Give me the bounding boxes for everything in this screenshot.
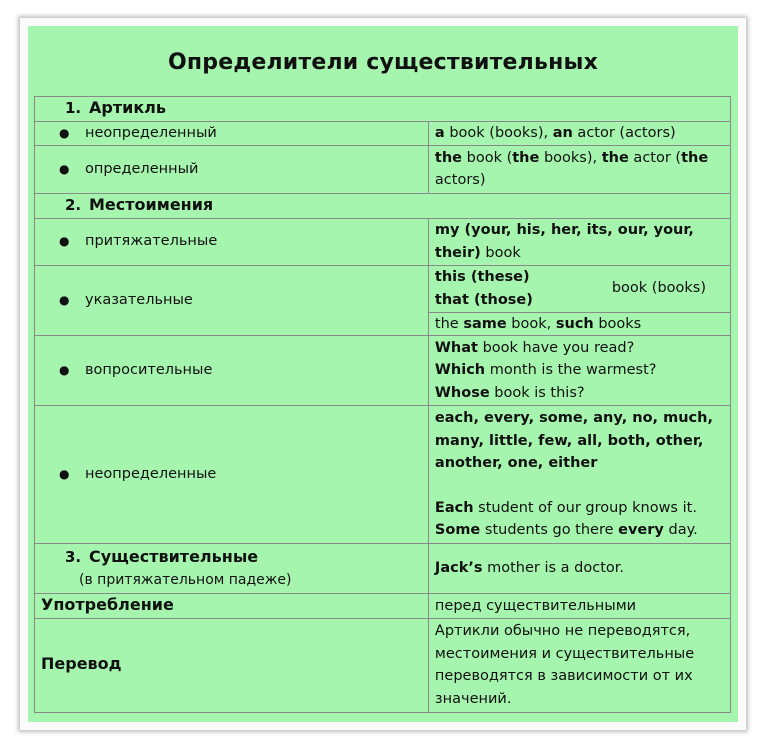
row-value: a book (books), an actor (actors) bbox=[428, 121, 730, 145]
table-row bbox=[35, 145, 731, 193]
row-label: вопросительные bbox=[85, 362, 213, 379]
translation-label: Перевод bbox=[41, 654, 122, 674]
row-label: указательные bbox=[85, 292, 193, 308]
section-title: Существительные bbox=[89, 546, 259, 566]
table-row bbox=[35, 121, 731, 145]
bullet-icon: ● bbox=[59, 363, 70, 378]
row-label: неопределенный bbox=[85, 124, 217, 141]
table-row bbox=[35, 406, 731, 544]
section-row-article bbox=[35, 97, 731, 122]
table-row bbox=[35, 265, 731, 312]
table-card bbox=[28, 26, 738, 722]
table-row bbox=[35, 218, 731, 265]
section-number: 2. bbox=[65, 195, 82, 214]
row-label: определенный bbox=[85, 160, 199, 177]
row-label: притяжательные bbox=[85, 233, 218, 250]
row-label: неопределенные bbox=[85, 466, 217, 483]
section-row-nouns bbox=[35, 544, 731, 594]
row-value: the book (the books), the actor (the actors) bbox=[428, 145, 730, 193]
usage-value: перед существительными bbox=[428, 594, 730, 619]
picture-frame bbox=[20, 18, 746, 730]
section-row-pronouns bbox=[35, 193, 731, 218]
side-note: book (books) bbox=[611, 279, 706, 296]
row-value: Jack’s mother is a doctor. bbox=[428, 544, 730, 594]
section-number: 3. bbox=[65, 547, 82, 566]
bullet-icon: ● bbox=[59, 234, 70, 249]
row-value: each, every, some, any, no, much, many, little, few, all, both, other, another, one, either Each student of our group knows it. Some students go there every day. bbox=[428, 406, 730, 544]
section-title: Артикль bbox=[89, 98, 167, 117]
usage-label: Употребление bbox=[41, 595, 174, 614]
usage-row bbox=[35, 594, 731, 619]
bullet-icon: ● bbox=[59, 467, 70, 482]
translation-row bbox=[35, 618, 731, 712]
bullet-icon: ● bbox=[59, 293, 70, 307]
section-subtitle: (в притяжательном падеже) bbox=[79, 572, 292, 588]
row-value: What book have you read? Which month is the warmest? Whose book is this? bbox=[428, 336, 730, 406]
section-title: Местоимения bbox=[89, 194, 214, 214]
translation-value: Артикли обычно не переводятся, местоимения и существительные переводятся в зависимости от их значений. bbox=[428, 618, 730, 712]
row-value: my (your, his, her, its, our, your, their) book bbox=[428, 218, 730, 265]
bullet-icon: ● bbox=[59, 161, 70, 176]
determiners-table bbox=[34, 96, 731, 713]
table-row bbox=[35, 336, 731, 406]
row-value: this (these) that (those) book (books) bbox=[428, 265, 730, 312]
section-number: 1. bbox=[65, 99, 82, 117]
page-title: Определители существительных bbox=[168, 50, 598, 75]
row-value: the same book, such books bbox=[428, 312, 730, 336]
bullet-icon: ● bbox=[59, 125, 70, 140]
